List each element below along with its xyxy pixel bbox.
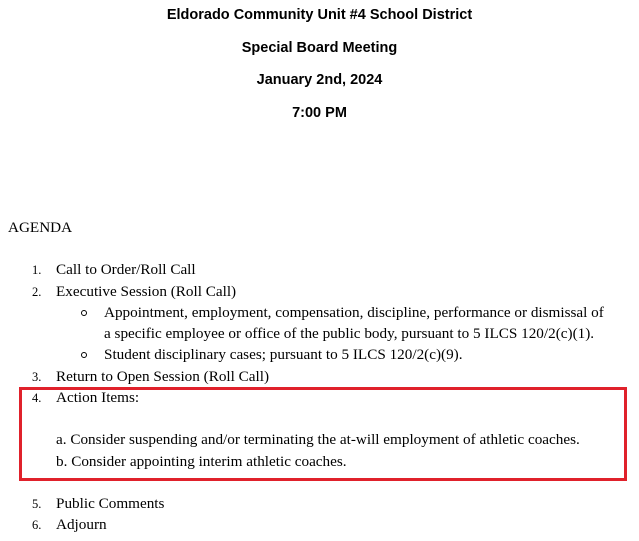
- meeting-title: Special Board Meeting: [241, 40, 398, 56]
- action-item-b: b. Consider appointing interim athletic coaches.: [56, 453, 347, 470]
- item-text: Adjourn: [56, 516, 107, 533]
- agenda-heading: AGENDA: [8, 219, 73, 236]
- item-text: Call to Order/Roll Call: [56, 261, 196, 278]
- item-text: Return to Open Session (Roll Call): [56, 368, 270, 385]
- hollow-bullet-icon: [81, 310, 87, 316]
- hollow-bullet-icon: [81, 352, 87, 358]
- sub-item-text: Student disciplinary cases; pursuant to 5 ILCS 120/2(c)(9).: [104, 346, 463, 363]
- sub-item-text-cont: a specific employee or office of the public body, pursuant to 5 ILCS 120/2(c)(1).: [104, 325, 595, 342]
- item-number: 6.: [32, 518, 42, 532]
- item-number: 2.: [32, 285, 42, 299]
- item-text: Executive Session (Roll Call): [56, 283, 237, 300]
- meeting-time: 7:00 PM: [292, 105, 347, 121]
- action-item-a: a. Consider suspending and/or terminating the at-will employment of athletic coaches.: [56, 431, 580, 448]
- item-number: 1.: [32, 263, 42, 277]
- district-title: Eldorado Community Unit #4 School District: [166, 7, 473, 23]
- sub-item-text: Appointment, employment, compensation, discipline, performance or dismissal of: [104, 304, 604, 321]
- meeting-date: January 2nd, 2024: [256, 72, 383, 88]
- item-number: 3.: [32, 370, 42, 384]
- item-number: 5.: [32, 497, 42, 511]
- item-text: Action Items:: [56, 389, 140, 406]
- item-text: Public Comments: [56, 495, 165, 512]
- item-number: 4.: [32, 391, 42, 405]
